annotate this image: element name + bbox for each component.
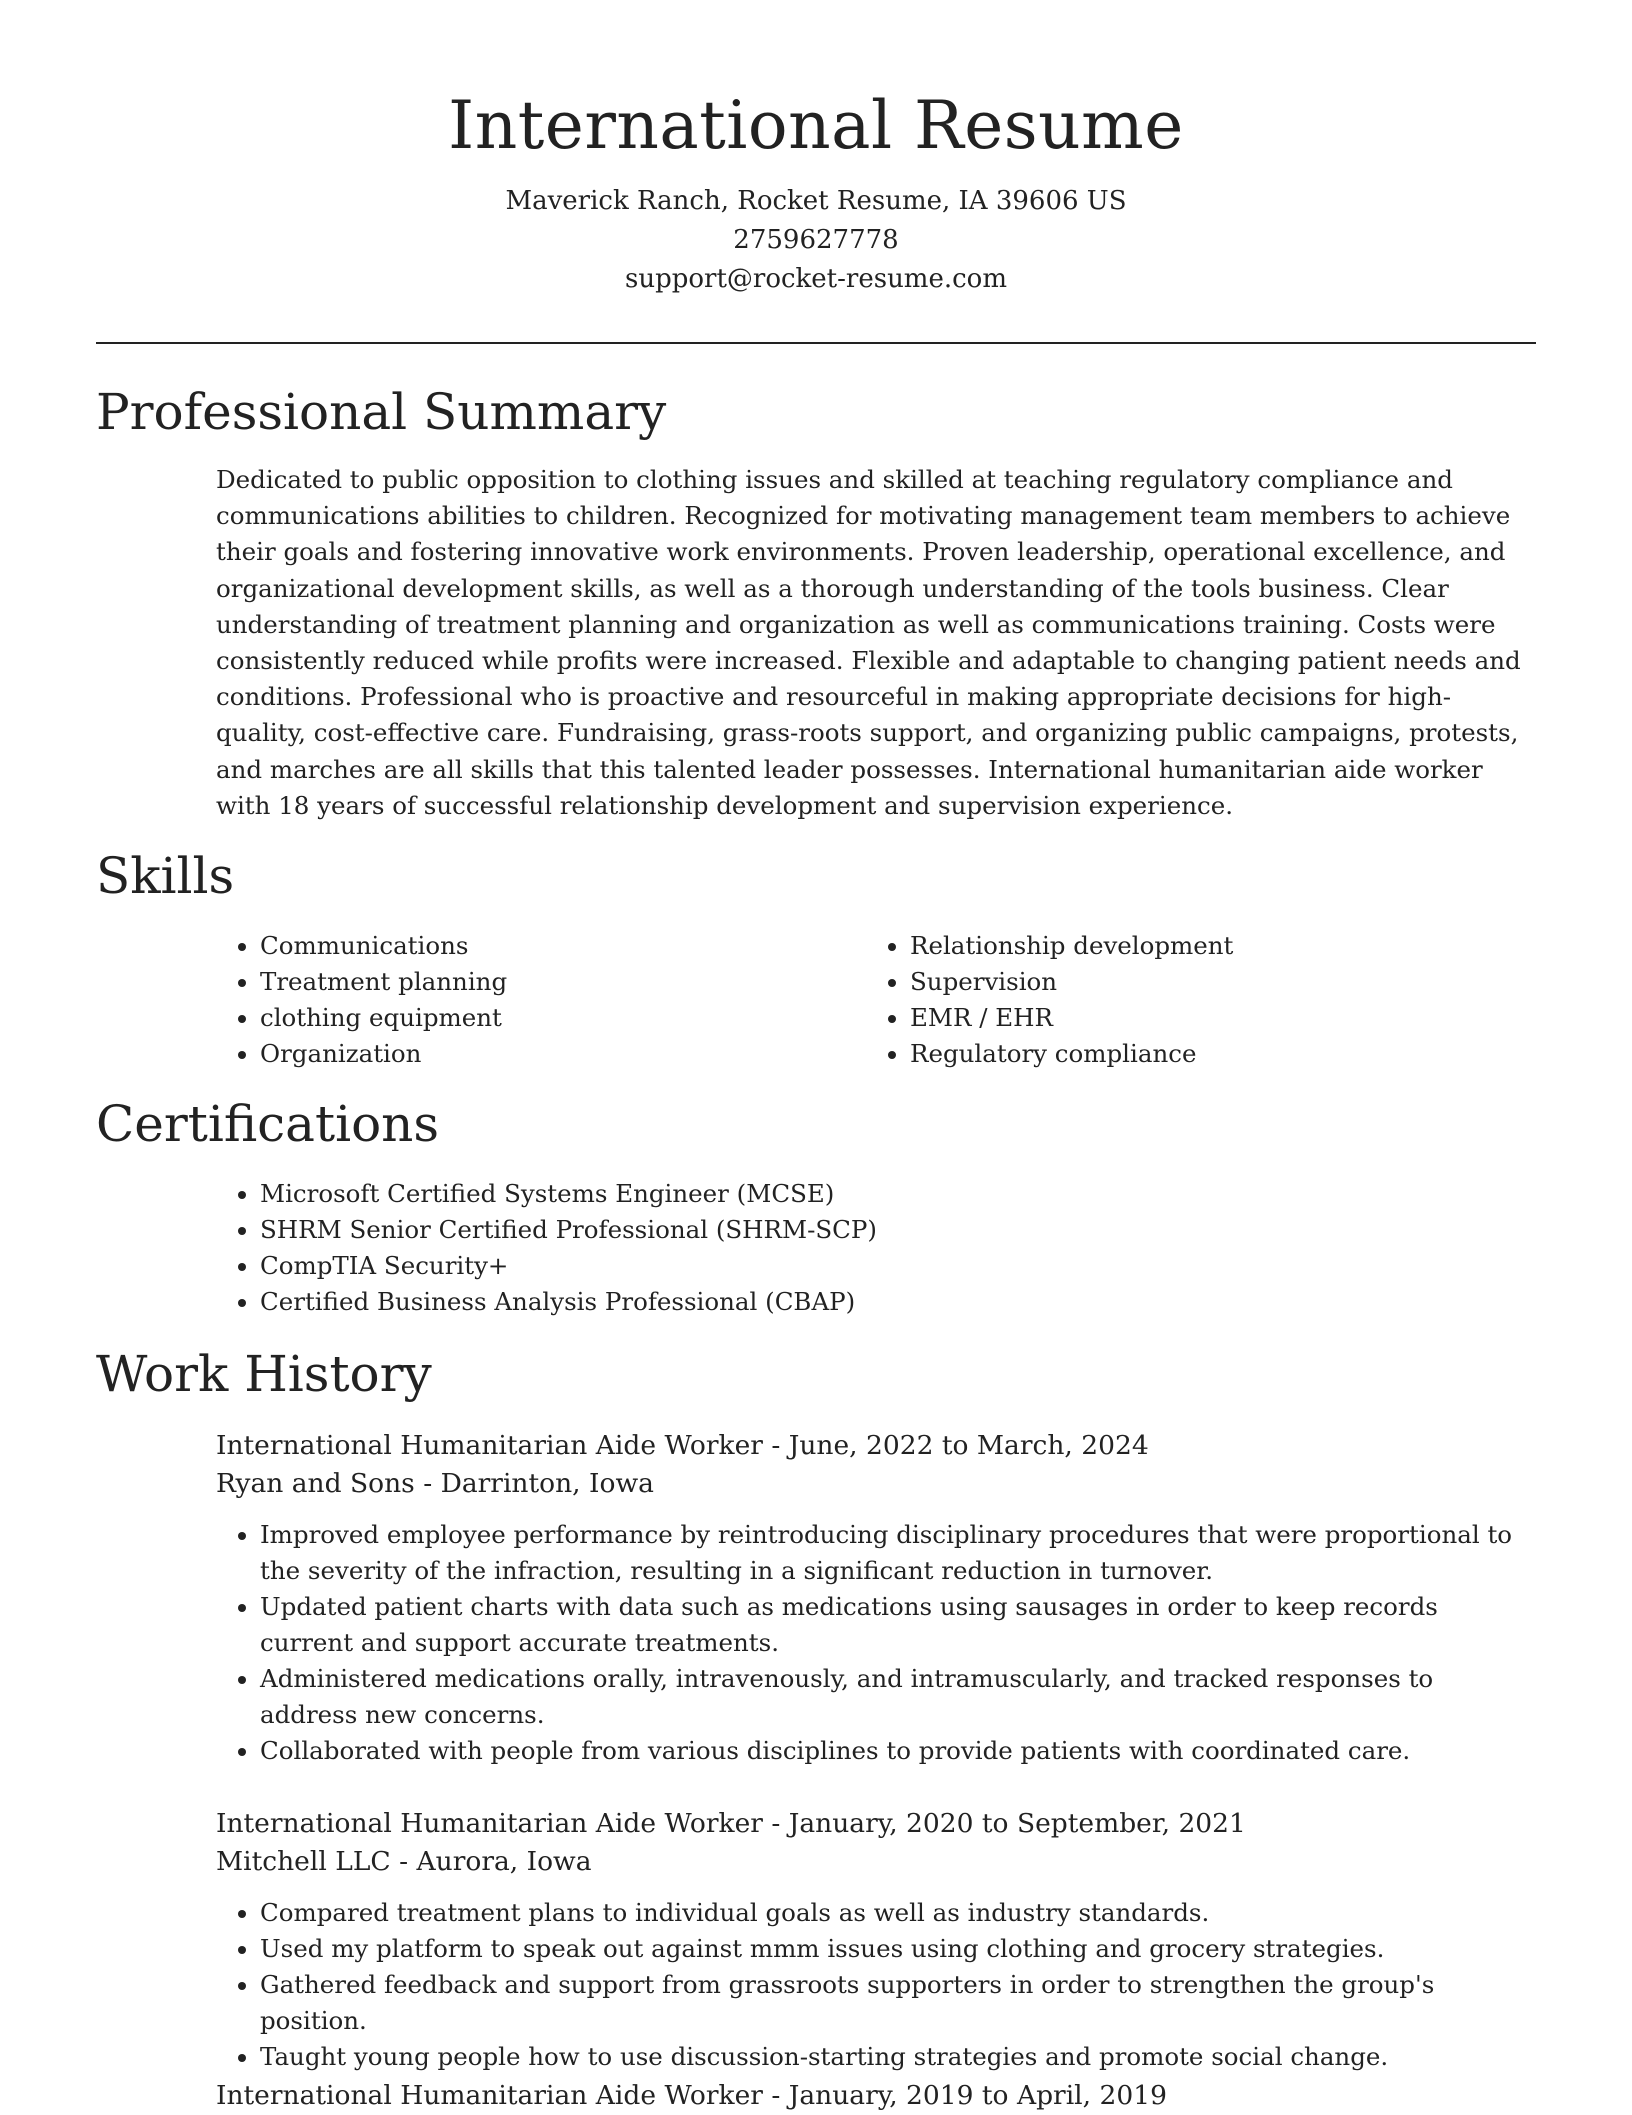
- resume-header: [96, 80, 1536, 299]
- job-title-line: International Humanitarian Aide Worker - January, 2020 to September, 2021: [216, 1808, 1246, 1839]
- job-bullet: • Updated patient charts with data such as medications using sausages in order to keep records current and support accurate treatments.: [260, 1589, 1536, 1661]
- certifications-list: [216, 1176, 1536, 1320]
- job-bullet: • Collaborated with people from various disciplines to provide patients with coordinated care.: [260, 1733, 1536, 1769]
- skill-item: • Treatment planning: [260, 964, 856, 1000]
- skill-item: • Organization: [260, 1036, 856, 1072]
- skill-item: • Communications: [260, 928, 856, 964]
- certification-item: • CompTIA Security+: [260, 1248, 1536, 1284]
- job-bullets: [216, 1895, 1536, 2075]
- summary-text: Dedicated to public opposition to clothing issues and skilled at teaching regulatory compliance and communications abilities to children. Recognized for motivating management team members to achieve their goals and fostering innovative work environments. Proven leadership, operational excellence, and organizational development skills, as well as a thorough understanding of the tools business. Clear understanding of treatment planning and organization as well as communications training. Costs were consistently reduced while profits were increased. Flexible and adaptable to changing patient needs and conditions. Professional who is proactive and resourceful in making appropriate decisions for high-quality, cost-effective care. Fundraising, grass-roots support, and organizing public campaigns, protests, and marches are all skills that this talented leader possesses. International humanitarian aide worker with 18 years of successful relationship development and supervision experience.: [216, 465, 1521, 820]
- job-bullet: • Compared treatment plans to individual goals as well as industry standards.: [260, 1895, 1536, 1931]
- resume-name: International Resume: [448, 87, 1184, 164]
- work-history-heading: Work History: [96, 1345, 432, 1403]
- skill-item: • clothing equipment: [260, 1000, 856, 1036]
- job-company-line: Ryan and Sons - Darrinton, Iowa: [216, 1468, 654, 1499]
- skill-item: • Supervision: [910, 964, 1506, 1000]
- job-entry: [216, 1427, 1536, 1769]
- contact-phone: 2759627778: [733, 225, 899, 255]
- job-entry: [216, 1805, 1536, 2075]
- summary-heading: Professional Summary: [96, 383, 667, 441]
- skills-column-left: [216, 928, 856, 1072]
- job-bullet: • Used my platform to speak out against mmm issues using clothing and grocery strategies.: [260, 1931, 1536, 1967]
- certification-item: • Certified Business Analysis Professional (CBAP): [260, 1284, 1536, 1320]
- job-title-line: International Humanitarian Aide Worker - January, 2019 to April, 2019: [216, 2080, 1167, 2111]
- job-bullet: • Improved employee performance by reintroducing disciplinary procedures that were proportional to the severity of the infraction, resulting in a significant reduction in turnover.: [260, 1517, 1536, 1589]
- certification-item: • Microsoft Certified Systems Engineer (MCSE): [260, 1176, 1536, 1212]
- job-bullets: [216, 1517, 1536, 1769]
- skills-heading: Skills: [96, 847, 235, 905]
- job-bullet: • Gathered feedback and support from grassroots supporters in order to strengthen the group's position.: [260, 1967, 1536, 2039]
- skill-item: • Relationship development: [910, 928, 1506, 964]
- contact-address: Maverick Ranch, Rocket Resume, IA 39606 US: [505, 186, 1127, 216]
- skills-column-right: [866, 928, 1506, 1072]
- certifications-heading: Certifications: [96, 1095, 440, 1153]
- job-entry: [216, 2077, 1536, 2115]
- contact-email: support@rocket-resume.com: [624, 264, 1007, 294]
- certification-item: • SHRM Senior Certified Professional (SHRM-SCP): [260, 1212, 1536, 1248]
- job-company-line: Mitchell LLC - Aurora, Iowa: [216, 1846, 592, 1877]
- header-divider: [96, 342, 1536, 344]
- job-title-line: International Humanitarian Aide Worker - June, 2022 to March, 2024: [216, 1430, 1149, 1461]
- job-bullet: • Taught young people how to use discussion-starting strategies and promote social change.: [260, 2039, 1536, 2075]
- skill-item: • EMR / EHR: [910, 1000, 1506, 1036]
- skill-item: • Regulatory compliance: [910, 1036, 1506, 1072]
- job-bullet: • Administered medications orally, intravenously, and intramuscularly, and tracked responses to address new concerns.: [260, 1661, 1536, 1733]
